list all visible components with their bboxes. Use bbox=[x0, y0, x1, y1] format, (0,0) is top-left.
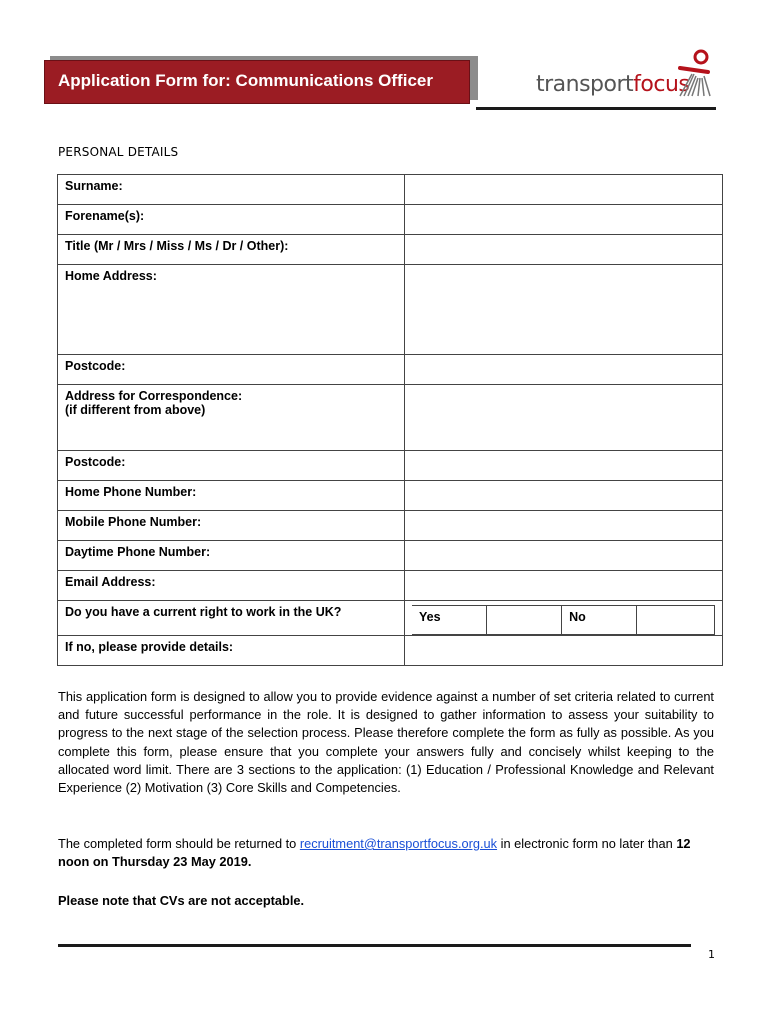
page-number: 1 bbox=[708, 948, 715, 961]
row-title bbox=[58, 235, 723, 265]
section-label-personal-details: PERSONAL DETAILS bbox=[58, 145, 179, 159]
row-home-phone bbox=[58, 481, 723, 511]
logo-text-focus: focus bbox=[633, 72, 690, 97]
row-correspondence-address bbox=[58, 385, 723, 451]
correspondence-postcode-field[interactable] bbox=[405, 451, 723, 481]
home-phone-field[interactable] bbox=[405, 481, 723, 511]
correspondence-postcode-label: Postcode: bbox=[58, 451, 405, 481]
mobile-phone-label: Mobile Phone Number: bbox=[58, 511, 405, 541]
yes-no-grid bbox=[412, 605, 715, 635]
logo-text-transport: transport bbox=[536, 72, 634, 97]
no-label: No bbox=[562, 606, 637, 635]
forenames-field[interactable] bbox=[405, 205, 723, 235]
transport-focus-logo-icon bbox=[674, 48, 714, 98]
home-address-label: Home Address: bbox=[58, 265, 405, 355]
header-divider bbox=[476, 107, 716, 110]
yes-checkbox-cell[interactable] bbox=[487, 606, 562, 635]
title-field[interactable] bbox=[405, 235, 723, 265]
correspondence-address-label bbox=[58, 385, 405, 451]
recruitment-email-link[interactable]: recruitment@transportfocus.org.uk bbox=[299, 836, 498, 851]
row-email bbox=[58, 571, 723, 601]
row-mobile-phone bbox=[58, 511, 723, 541]
row-surname bbox=[58, 175, 723, 205]
row-right-to-work bbox=[58, 601, 723, 636]
transport-focus-logo bbox=[536, 48, 716, 100]
postcode-field[interactable] bbox=[405, 355, 723, 385]
title-label: Title (Mr / Mrs / Miss / Ms / Dr / Other): bbox=[58, 235, 405, 265]
daytime-phone-field[interactable] bbox=[405, 541, 723, 571]
return-middle: in electronic form no later than bbox=[497, 836, 677, 851]
footer-divider bbox=[58, 944, 691, 947]
personal-details-table bbox=[57, 174, 723, 666]
if-no-details-field[interactable] bbox=[405, 636, 723, 666]
email-label: Email Address: bbox=[58, 571, 405, 601]
if-no-details-label: If no, please provide details: bbox=[58, 636, 405, 666]
surname-field[interactable] bbox=[405, 175, 723, 205]
home-phone-label: Home Phone Number: bbox=[58, 481, 405, 511]
mobile-phone-field[interactable] bbox=[405, 511, 723, 541]
email-field[interactable] bbox=[405, 571, 723, 601]
daytime-phone-label: Daytime Phone Number: bbox=[58, 541, 405, 571]
no-checkbox-cell[interactable] bbox=[637, 606, 715, 635]
row-if-no-details bbox=[58, 636, 723, 666]
postcode-label: Postcode: bbox=[58, 355, 405, 385]
row-daytime-phone bbox=[58, 541, 723, 571]
cv-note: Please note that CVs are not acceptable. bbox=[58, 893, 305, 908]
logo-wordmark bbox=[536, 72, 689, 97]
surname-label: Surname: bbox=[58, 175, 405, 205]
return-instructions bbox=[58, 835, 718, 871]
home-address-field[interactable] bbox=[405, 265, 723, 355]
form-title: Application Form for: Communications Officer bbox=[44, 60, 470, 104]
correspondence-address-label-line1: Address for Correspondence: bbox=[65, 389, 243, 403]
row-forenames bbox=[58, 205, 723, 235]
right-to-work-label: Do you have a current right to work in the UK? bbox=[58, 601, 405, 636]
right-to-work-options bbox=[405, 601, 723, 636]
row-home-address bbox=[58, 265, 723, 355]
row-postcode-2 bbox=[58, 451, 723, 481]
row-postcode-1 bbox=[58, 355, 723, 385]
correspondence-address-label-line2: (if different from above) bbox=[65, 403, 206, 417]
forenames-label: Forename(s): bbox=[58, 205, 405, 235]
deadline-text: 12 noon on Thursday 23 May 2019. bbox=[58, 836, 691, 870]
yes-label: Yes bbox=[412, 606, 487, 635]
intro-paragraph: This application form is designed to allow you to provide evidence against a number of set criteria related to current and future successful performance in the role. It is designed to gather information to assess your suitability to progress to the next stage of the selection process. Please therefore complete the form as fully as possible. As you complete this form, please ensure that you complete your answers fully and concisely whilst keeping to the allocated word limit. There are 3 sections to the application: (1) Education / Professional Knowledge and Relevant Experience (2) Motivation (3) Core Skills and Competencies. bbox=[58, 689, 714, 796]
correspondence-address-field[interactable] bbox=[405, 385, 723, 451]
return-prefix: The completed form should be returned to bbox=[58, 836, 300, 851]
